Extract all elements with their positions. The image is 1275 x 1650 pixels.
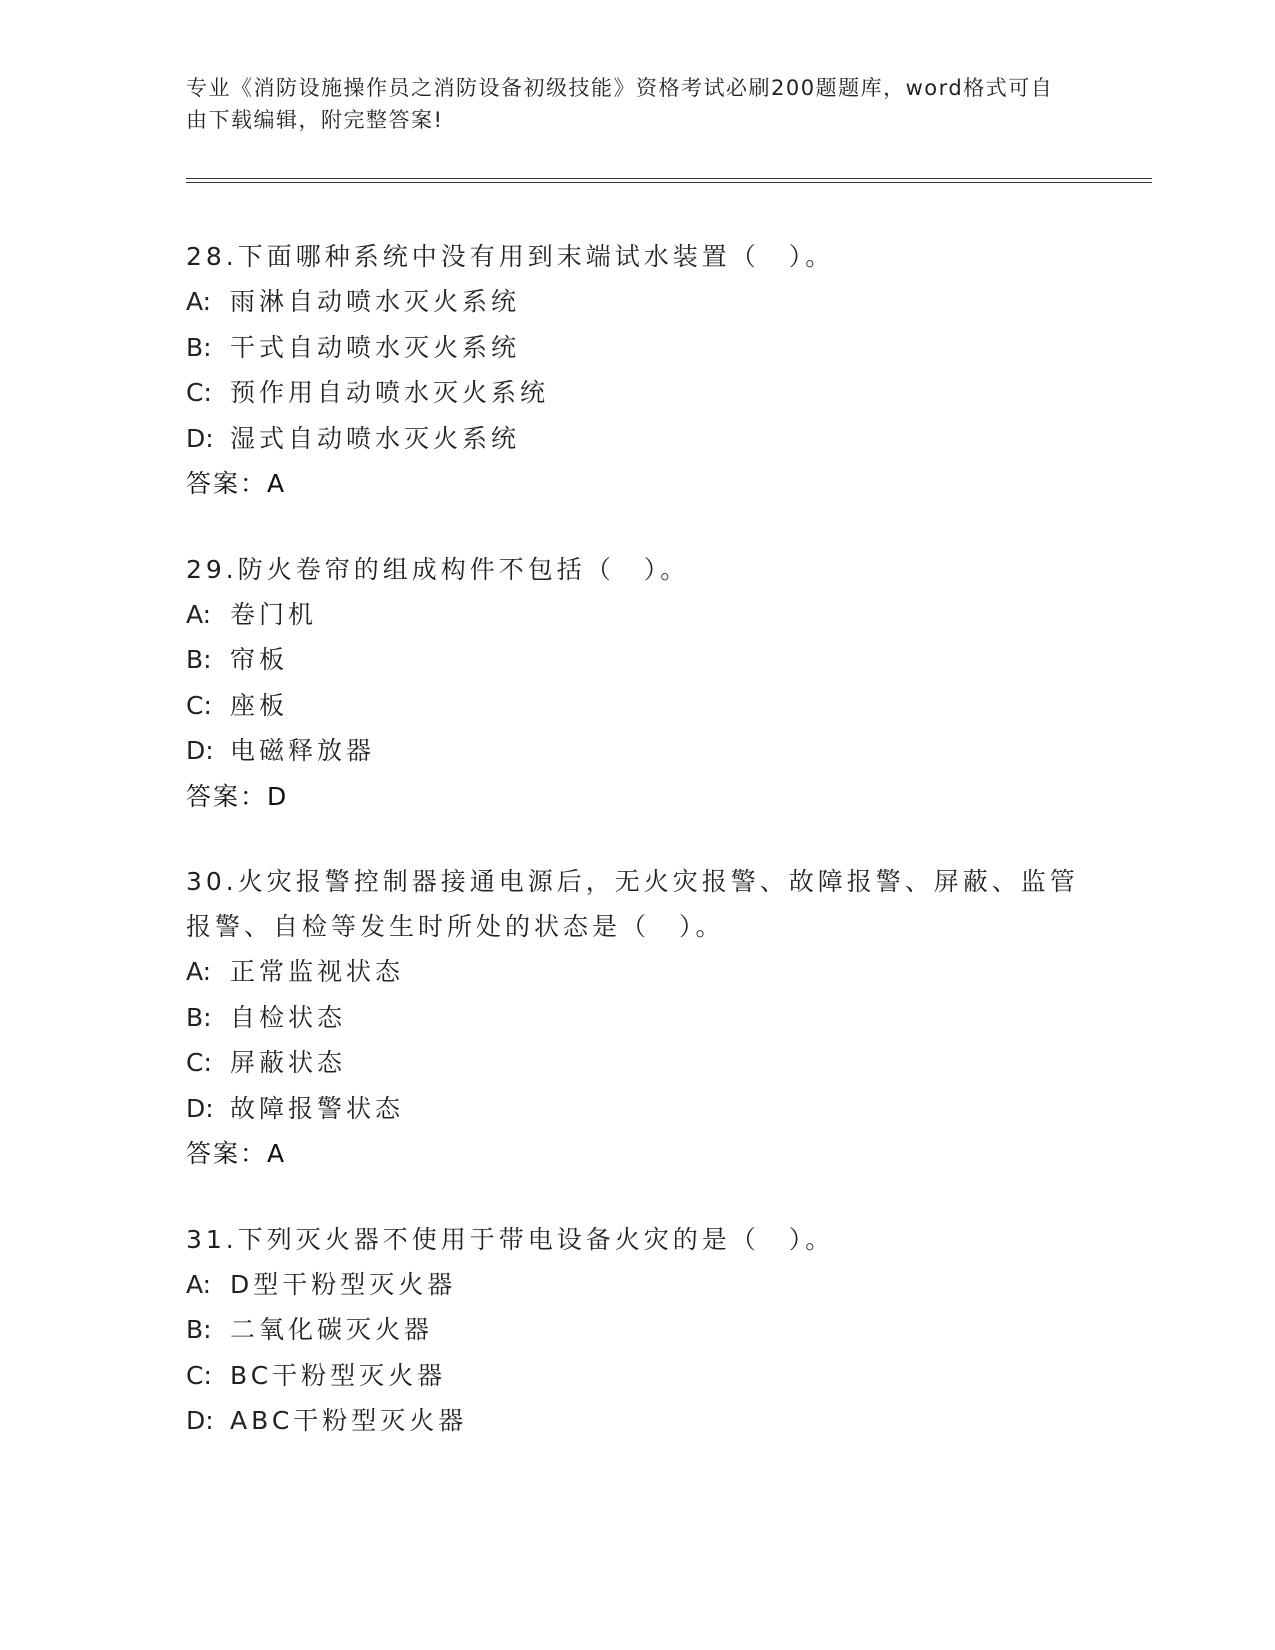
option-key: C: xyxy=(186,378,212,407)
option-key: A: xyxy=(186,1269,212,1299)
question-list xyxy=(186,234,1086,1484)
question-30 xyxy=(186,859,1086,1177)
option-text: 二氧化碳灭火器 xyxy=(230,1315,434,1344)
option-text: 屏蔽状态 xyxy=(230,1048,347,1077)
answer-line xyxy=(186,461,1086,507)
question-28 xyxy=(186,234,1086,507)
option-b xyxy=(186,1307,1086,1353)
option-text: 座板 xyxy=(230,690,289,720)
option-d xyxy=(186,416,1086,462)
option-key: A: xyxy=(186,957,212,986)
option-c xyxy=(186,1353,1086,1399)
header-rule-top xyxy=(186,178,1152,179)
option-key: D: xyxy=(186,1093,214,1123)
option-text: 干式自动喷水灭火系统 xyxy=(230,332,521,362)
question-29 xyxy=(186,547,1086,820)
option-key: C: xyxy=(186,690,212,720)
option-key: C: xyxy=(186,1048,212,1077)
option-text: ABC干粉型灭火器 xyxy=(230,1406,468,1435)
answer-label: 答案： xyxy=(186,469,268,498)
answer-label: 答案： xyxy=(186,1139,268,1168)
option-a xyxy=(186,592,1086,638)
option-b xyxy=(186,637,1086,683)
option-key: B: xyxy=(186,1002,212,1032)
answer-label: 答案： xyxy=(186,781,268,811)
option-key: D: xyxy=(186,1406,214,1435)
option-text: 帘板 xyxy=(230,645,289,674)
option-text: 湿式自动喷水灭火系统 xyxy=(230,423,521,453)
answer-value: A xyxy=(267,469,285,498)
option-key: C: xyxy=(186,1360,212,1390)
option-text: 故障报警状态 xyxy=(230,1093,405,1123)
option-text: 正常监视状态 xyxy=(230,957,405,986)
option-a xyxy=(186,949,1086,995)
option-key: A: xyxy=(186,599,212,629)
option-d xyxy=(186,728,1086,774)
option-a xyxy=(186,279,1086,325)
option-c xyxy=(186,1040,1086,1086)
question-stem: 28.下面哪种系统中没有用到末端试水装置（ ）。 xyxy=(186,242,835,271)
option-text: 卷门机 xyxy=(230,599,318,629)
option-text: 电磁释放器 xyxy=(230,736,376,765)
option-text: BC干粉型灭火器 xyxy=(230,1360,447,1390)
answer-line xyxy=(186,774,1086,820)
answer-value: D xyxy=(267,781,287,811)
option-text: D型干粉型灭火器 xyxy=(230,1269,457,1299)
option-b xyxy=(186,995,1086,1041)
option-key: B: xyxy=(186,1315,212,1344)
option-key: D: xyxy=(186,736,214,765)
option-d xyxy=(186,1086,1086,1132)
option-key: A: xyxy=(186,287,212,316)
option-c xyxy=(186,683,1086,729)
option-key: B: xyxy=(186,645,212,674)
option-text: 雨淋自动喷水灭火系统 xyxy=(230,287,521,316)
option-key: D: xyxy=(186,423,214,453)
answer-value: A xyxy=(267,1139,285,1168)
option-text: 预作用自动喷水灭火系统 xyxy=(230,378,550,407)
question-31 xyxy=(186,1217,1086,1444)
question-stem: 30.火灾报警控制器接通电源后，无火灾报警、故障报警、屏蔽、监管报警、自检等发生时所处的状态是（ ）。 xyxy=(186,867,1079,941)
option-b xyxy=(186,325,1086,371)
document-header xyxy=(186,72,1066,136)
question-stem: 29.防火卷帘的组成构件不包括（ ）。 xyxy=(186,554,690,584)
question-stem: 31.下列灭火器不使用于带电设备火灾的是（ ）。 xyxy=(186,1224,835,1254)
option-c xyxy=(186,370,1086,416)
option-key: B: xyxy=(186,332,212,362)
header-intro-text: 专业《消防设施操作员之消防设备初级技能》资格考试必刷200题题库，word格式可自由下载编辑，附完整答案! xyxy=(186,76,1054,132)
option-text: 自检状态 xyxy=(230,1002,347,1032)
answer-line xyxy=(186,1131,1086,1177)
option-d xyxy=(186,1398,1086,1444)
option-a xyxy=(186,1262,1086,1308)
header-rule-bottom xyxy=(186,182,1152,183)
